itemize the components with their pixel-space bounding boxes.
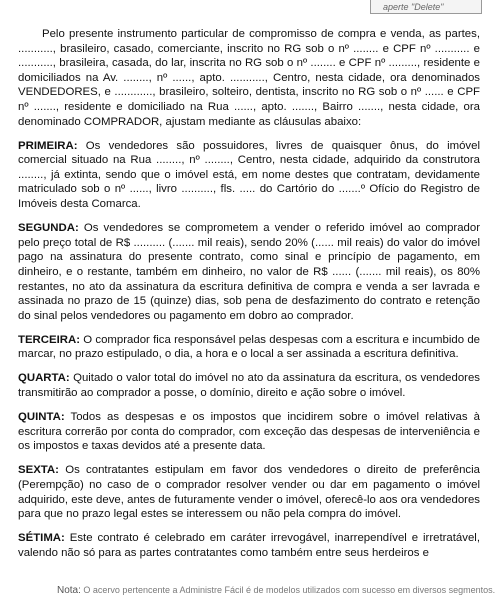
clause-text: Os vendedores são possuidores, livres de quaisquer ônus, do imóvel comercial situado na Rua ........, nº ........, Centro, nesta cidade, adquirido da construtora ........, já extinta, sendo que o imóvel está, em nome destes que contratam, devidamente matriculado sob o nº ......, livro .........., fls. ..... do Cartório do .......º Ofício do Registro de Imóveis desta Comarca.	[18, 139, 480, 211]
footer-note	[57, 585, 495, 596]
clause-quarta	[18, 371, 480, 400]
clause-title: TERCEIRA:	[18, 333, 81, 346]
clause-text: Este contrato é celebrado em caráter irrevogável, inarrependível e irretratável, valendo não só para as partes contratantes como também entre seus herdeiros e	[18, 532, 480, 559]
clause-quinta	[18, 410, 480, 454]
clause-title: PRIMEIRA:	[18, 139, 78, 152]
clause-terceira	[18, 333, 480, 362]
clause-segunda	[18, 221, 480, 323]
contract-document	[18, 27, 480, 570]
clause-text: Todos as despesas e os impostos que incidirem sobre o imóvel relativas à escritura correrão por conta do comprador, com exceção das despesas de interveniência e os impostos e taxas devidos até a presente data.	[18, 411, 480, 453]
clause-title: QUARTA:	[18, 372, 70, 385]
clause-primeira	[18, 139, 480, 212]
clause-sexta	[18, 463, 480, 521]
clause-title: QUINTA:	[18, 411, 65, 424]
clause-title: SÉTIMA:	[18, 532, 65, 545]
clause-text: O comprador fica responsável pelas despesas com a escritura e incumbido de marcar, no prazo estipulado, o dia, a hora e o local a ser assinada a escritura definitiva.	[18, 333, 480, 361]
clause-setima	[18, 531, 480, 560]
footer-note-text: O acervo pertencente a Administre Fácil é de modelos utilizados com sucesso em diversos segmentos.	[83, 585, 496, 595]
clause-title: SEGUNDA:	[18, 222, 79, 235]
delete-hint-tooltip	[370, 0, 482, 14]
contract-intro-paragraph: Pelo presente instrumento particular de compromisso de compra e venda, as partes, ..........., brasileiro, casado, comerciante, inscrito no RG sob o nº ........ e CPF nº ........... e ..........., brasileira, casada, do lar, inscrita no RG sob o nº ........ e CPF nº ........., residente e domiciliados na Av. ........, nº ......, apto. ..........., Centro, nesta cidade, ora denominados VENDEDORES, e ............, brasileiro, solteiro, dentista, inscrito no RG sob o nº ...... e CPF nº ......., residente e domiciliado na Rua ......, apto. ......., Bairro ......., nesta cidade, ora denominado COMPRADOR, ajustam mediante as cláusulas abaixo:	[18, 28, 480, 128]
clause-text: Os vendedores se comprometem a vender o referido imóvel ao comprador pelo preço total de R$ .......... (....... mil reais), sendo 20% (...... mil reais) do valor do imóvel pago na assinatura do presente contrato, como sinal e princípio de pagamento, em dinheiro, e o restante, também em dinheiro, no valor de R$ ...... (....... mil reais), os 80% restantes, no ato da assinatura da escritura definitiva de compra e venda a ser lavrada e assinada no prazo de 15 (quinze) dias, sob pena de desfazimento do contrato e retenção do sinal pelos vendedores ou pagamento em dobro ao comprador.	[18, 222, 480, 322]
clause-title: SEXTA:	[18, 464, 59, 477]
delete-hint-text: aperte "Delete"	[383, 2, 444, 12]
clause-text: Os contratantes estipulam em favor dos vendedores o direito de preferência (Perempção) no caso de o comprador resolver vender ou dar em pagamento o imóvel adquirido, este deve, antes de futuramente vender o imóvel, oferecê-lo aos ora vendedores para que no prazo legal estes se interessem ou não pela compra do imóvel.	[18, 464, 480, 521]
clause-text: Quitado o valor total do imóvel no ato da assinatura da escritura, os vendedores transmitirão ao comprador a posse, o domínio, direito e ação sobre o imóvel.	[18, 372, 480, 400]
footer-note-label: Nota:	[57, 585, 81, 596]
